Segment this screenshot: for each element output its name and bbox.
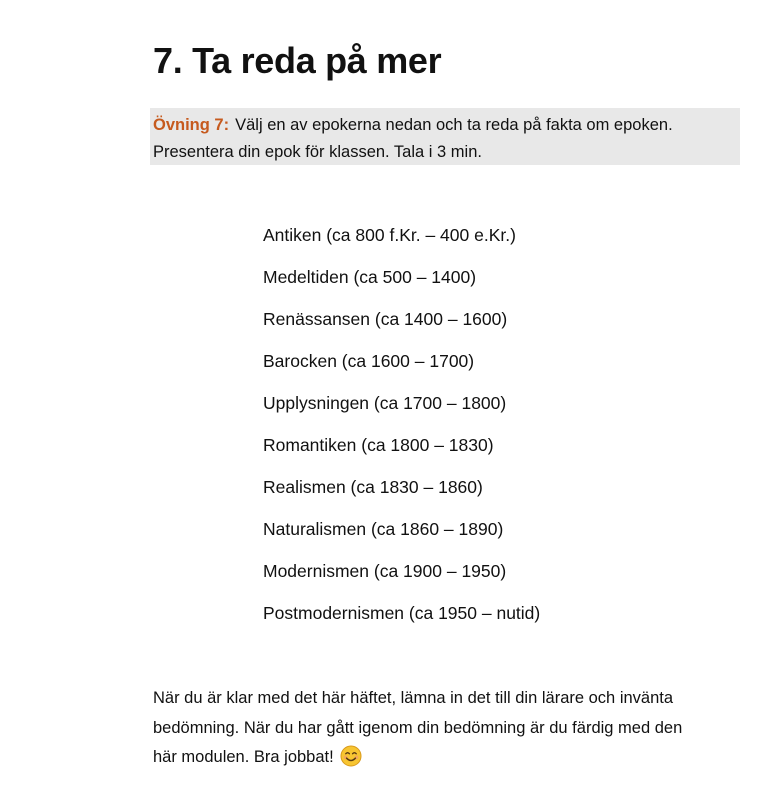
epoch-item-medeltiden: Medeltiden (ca 500 – 1400) <box>263 267 477 287</box>
epoch-item-naturalismen: Naturalismen (ca 1860 – 1890) <box>263 519 504 539</box>
exercise-box <box>150 108 740 165</box>
epoch-item-antiken: Antiken (ca 800 f.Kr. – 400 e.Kr.) <box>263 225 516 245</box>
page-title: 7. Ta reda på mer <box>153 40 442 81</box>
exercise-label: Övning 7: <box>153 116 230 134</box>
closing-line-2: bedömning. När du har gått igenom din bedömning är du färdig med den <box>153 718 683 737</box>
epoch-item-realismen: Realismen (ca 1830 – 1860) <box>263 477 483 497</box>
epoch-item-modernismen: Modernismen (ca 1900 – 1950) <box>263 561 507 581</box>
epoch-item-romantiken: Romantiken (ca 1800 – 1830) <box>263 435 494 455</box>
smiling-face-icon <box>340 745 362 778</box>
exercise-text-1: Välj en av epokerna nedan och ta reda på fakta om epoken. <box>235 116 673 134</box>
epoch-item-upplysningen: Upplysningen (ca 1700 – 1800) <box>263 393 507 413</box>
closing-line-3: här modulen. Bra jobbat! <box>153 748 334 766</box>
exercise-line-1 <box>153 112 737 139</box>
epoch-list <box>263 221 540 641</box>
epoch-item-barocken: Barocken (ca 1600 – 1700) <box>263 351 475 371</box>
epoch-item-renassansen: Renässansen (ca 1400 – 1600) <box>263 309 508 329</box>
epoch-item-postmodernismen: Postmodernismen (ca 1950 – nutid) <box>263 603 541 623</box>
exercise-line-2: Presentera din epok för klassen. Tala i 3 min. <box>153 143 482 161</box>
closing-line-1: När du är klar med det här häftet, lämna in det till din lärare och invänta <box>153 689 674 707</box>
closing-line-3-wrapper <box>153 743 753 778</box>
closing-paragraph <box>153 684 753 778</box>
